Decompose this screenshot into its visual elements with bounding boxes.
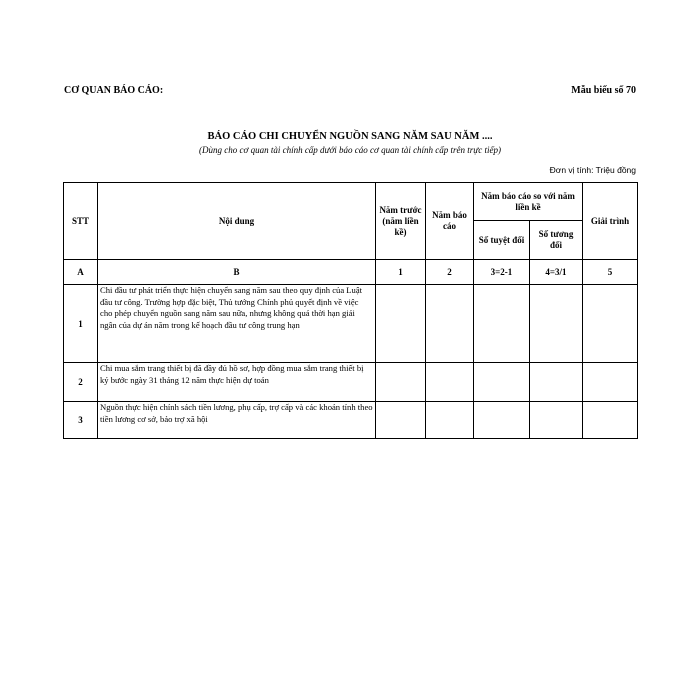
column-label-row [64,260,638,285]
header-content: Nội dung [98,183,376,260]
column-label: 5 [583,260,638,285]
header-stt: STT [64,183,98,260]
header-relative: Số tương đối [530,221,583,260]
header-row-top [64,183,638,221]
report-title: BÁO CÁO CHI CHUYỂN NGUỒN SANG NĂM SAU NĂM .... [207,131,493,142]
cell-absolute[interactable] [474,285,530,363]
cell-prev-year[interactable] [376,363,426,402]
header-report-year: Năm báo cáo [426,183,474,260]
report-subtitle: (Dùng cho cơ quan tài chính cấp dưới báo cáo cơ quan tài chính cấp trên trực tiếp) [199,145,501,155]
column-label: A [64,260,98,285]
cell-relative[interactable] [530,363,583,402]
table-row [64,285,638,363]
cell-absolute[interactable] [474,402,530,439]
column-label: 3=2-1 [474,260,530,285]
cell-prev-year[interactable] [376,285,426,363]
header-compare-group: Năm báo cáo so với năm liền kề [474,183,583,221]
row-content: Chi đầu tư phát triển thực hiện chuyển sang năm sau theo quy định của Luật đầu tư công. Trường hợp đặc biệt, Thủ tướng Chính phủ quyết định về việc cho phép chuyển nguồn sang năm sau nữa, nhưng không quá thời hạn giải ngân của dự án năm trong kế hoạch đầu tư công trung hạn [98,285,376,363]
unit-label: Đơn vị tính: Triệu đồng [549,165,636,175]
column-label: 4=3/1 [530,260,583,285]
table-row [64,363,638,402]
form-number-label: Mẫu biểu số 70 [571,85,636,96]
row-stt: 3 [64,402,98,439]
cell-explanation[interactable] [583,363,638,402]
cell-relative[interactable] [530,285,583,363]
header-prev-year: Năm trước (năm liền kề) [376,183,426,260]
cell-prev-year[interactable] [376,402,426,439]
report-table [63,182,638,439]
column-label: B [98,260,376,285]
cell-absolute[interactable] [474,363,530,402]
row-stt: 1 [64,285,98,363]
cell-explanation[interactable] [583,402,638,439]
cell-relative[interactable] [530,402,583,439]
table-row [64,402,638,439]
header-explanation: Giải trình [583,183,638,260]
header-absolute: Số tuyệt đối [474,221,530,260]
column-label: 1 [376,260,426,285]
row-stt: 2 [64,363,98,402]
column-label: 2 [426,260,474,285]
cell-report-year[interactable] [426,285,474,363]
row-content: Nguồn thực hiện chính sách tiền lương, phụ cấp, trợ cấp và các khoản tính theo tiền lương cơ sở, bảo trợ xã hội [98,402,376,439]
reporting-agency-label: CƠ QUAN BÁO CÁO: [64,85,164,96]
cell-explanation[interactable] [583,285,638,363]
cell-report-year[interactable] [426,363,474,402]
cell-report-year[interactable] [426,402,474,439]
row-content: Chi mua sắm trang thiết bị đã đầy đủ hồ sơ, hợp đồng mua sắm trang thiết bị ký bước ngày 31 tháng 12 năm thực hiện dự toán [98,363,376,402]
